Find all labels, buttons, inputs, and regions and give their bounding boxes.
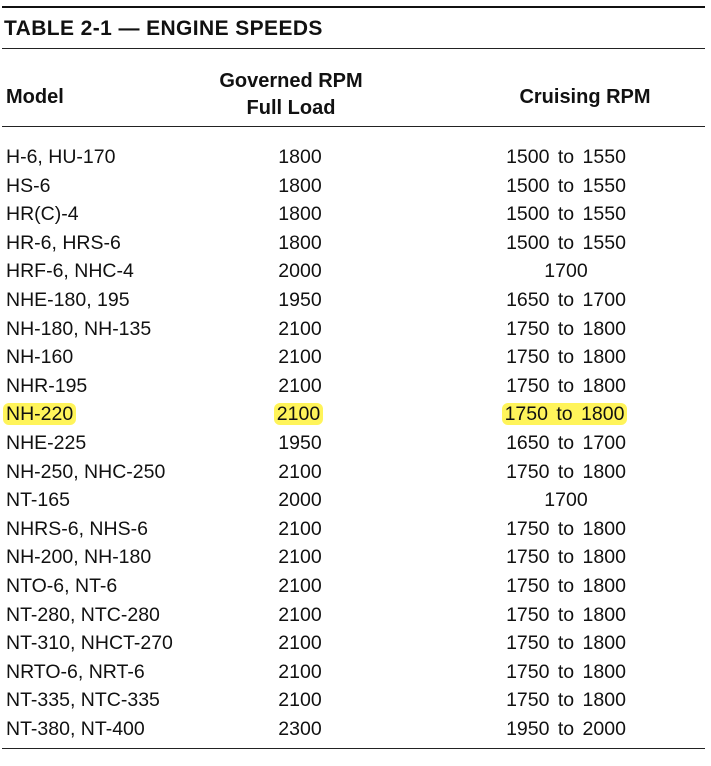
title-rule [2,48,705,49]
governed-rpm-cell: 2100 [278,660,322,683]
model-cell: NH-250, NHC-250 [6,460,166,483]
governed-rpm-cell: 1800 [278,203,322,226]
governed-rpm-cell: 2000 [278,260,322,283]
table-row [0,516,711,542]
table-row [0,544,711,570]
governed-rpm-cell: 2100 [278,575,322,597]
model-cell: NTO-6, NT-6 [6,575,118,597]
header-rule [2,126,705,127]
cruising-rpm-cell: 1750 to 1800 [506,346,626,369]
governed-rpm-cell: 1800 [278,174,322,197]
cruising-rpm-cell: 1750 to 1800 [506,632,626,655]
governed-rpm-cell: 2100 [278,460,322,483]
cruising-rpm-cell: 1500 to 1550 [506,146,626,168]
table-row [0,602,711,628]
cruising-rpm-cell: 1750 to 1800 [506,317,626,340]
governed-rpm-cell: 2100 [278,546,322,569]
top-rule [2,6,705,8]
header-model: Model [6,86,64,108]
governed-rpm-cell: 2100 [278,517,322,540]
governed-rpm-cell: 2100 [278,346,322,369]
model-cell: NHE-180, 195 [6,289,130,311]
table-row [0,401,711,427]
cruising-rpm-cell: 1700 [544,260,588,283]
cruising-rpm-cell: 1700 [544,489,588,512]
cruising-rpm-cell [480,401,652,427]
cruising-rpm-cell: 1750 to 1800 [506,660,626,683]
table-row [0,316,711,342]
model-cell: NH-200, NH-180 [6,546,152,569]
cruising-rpm-cell: 1750 to 1800 [506,460,626,483]
cruising-rpm-cell: 1500 to 1550 [506,203,626,226]
cruising-rpm-cell: 1750 to 1800 [506,374,626,397]
highlight-marker: NH-220 [3,403,76,425]
cruising-rpm-cell: 1750 to 1800 [506,603,626,626]
governed-rpm-cell: 2300 [278,718,322,740]
model-cell: NRTO-6, NRT-6 [6,660,145,683]
header-governed-rpm [196,68,386,122]
model-cell: HRF-6, NHC-4 [6,260,134,283]
cruising-rpm-cell: 1950 to 2000 [506,718,626,740]
model-cell: NHE-225 [6,432,87,454]
header-governed-line1: Governed RPM [219,70,363,92]
cruising-rpm-cell: 1500 to 1550 [506,231,626,254]
governed-rpm-cell: 1800 [278,146,322,168]
cruising-rpm-cell: 1750 to 1800 [506,517,626,540]
table-row [0,287,711,313]
table-row [0,173,711,199]
highlight-marker: 2100 [274,403,323,425]
model-cell: NH-160 [6,346,74,369]
table-row [0,659,711,685]
governed-rpm-cell: 2100 [278,374,322,397]
model-cell: NH-180, NH-135 [6,317,152,340]
highlight-marker: 1750 to 1800 [502,403,628,425]
model-cell: NHR-195 [6,374,88,397]
bottom-rule [2,748,705,749]
table-row [0,716,711,742]
table-row [0,144,711,170]
governed-rpm-cell [260,401,340,427]
governed-rpm-cell: 1950 [278,289,322,311]
model-cell: NT-335, NTC-335 [6,689,160,712]
governed-rpm-cell: 1950 [278,432,322,454]
header-cruising-rpm: Cruising RPM [519,86,651,108]
cruising-rpm-cell: 1750 to 1800 [506,689,626,712]
table-row [0,430,711,456]
cruising-rpm-cell: 1650 to 1700 [506,432,626,454]
model-cell [6,401,76,427]
table-row [0,630,711,656]
model-cell: NHRS-6, NHS-6 [6,517,148,540]
table-row [0,687,711,713]
table-row [0,573,711,599]
governed-rpm-cell: 2100 [278,603,322,626]
model-cell: HS-6 [6,174,51,197]
table-title: TABLE 2-1 — ENGINE SPEEDS [4,17,323,40]
model-cell: NT-280, NTC-280 [6,603,160,626]
cruising-rpm-cell: 1650 to 1700 [506,289,626,311]
table-row [0,258,711,284]
cruising-rpm-cell: 1750 to 1800 [506,575,626,597]
header-governed-line2: Full Load [246,97,336,119]
model-cell: NT-310, NHCT-270 [6,632,173,655]
table-row [0,487,711,513]
governed-rpm-cell: 1800 [278,231,322,254]
model-cell: NT-165 [6,489,70,512]
cruising-rpm-cell: 1500 to 1550 [506,174,626,197]
table-row [0,459,711,485]
governed-rpm-cell: 2100 [278,632,322,655]
governed-rpm-cell: 2000 [278,489,322,512]
model-cell: H-6, HU-170 [6,146,116,168]
table-row [0,201,711,227]
model-cell: NT-380, NT-400 [6,718,145,740]
table-row [0,230,711,256]
table-row [0,373,711,399]
governed-rpm-cell: 2100 [278,689,322,712]
model-cell: HR(C)-4 [6,203,79,226]
table-row [0,344,711,370]
governed-rpm-cell: 2100 [278,317,322,340]
cruising-rpm-cell: 1750 to 1800 [506,546,626,569]
model-cell: HR-6, HRS-6 [6,231,121,254]
